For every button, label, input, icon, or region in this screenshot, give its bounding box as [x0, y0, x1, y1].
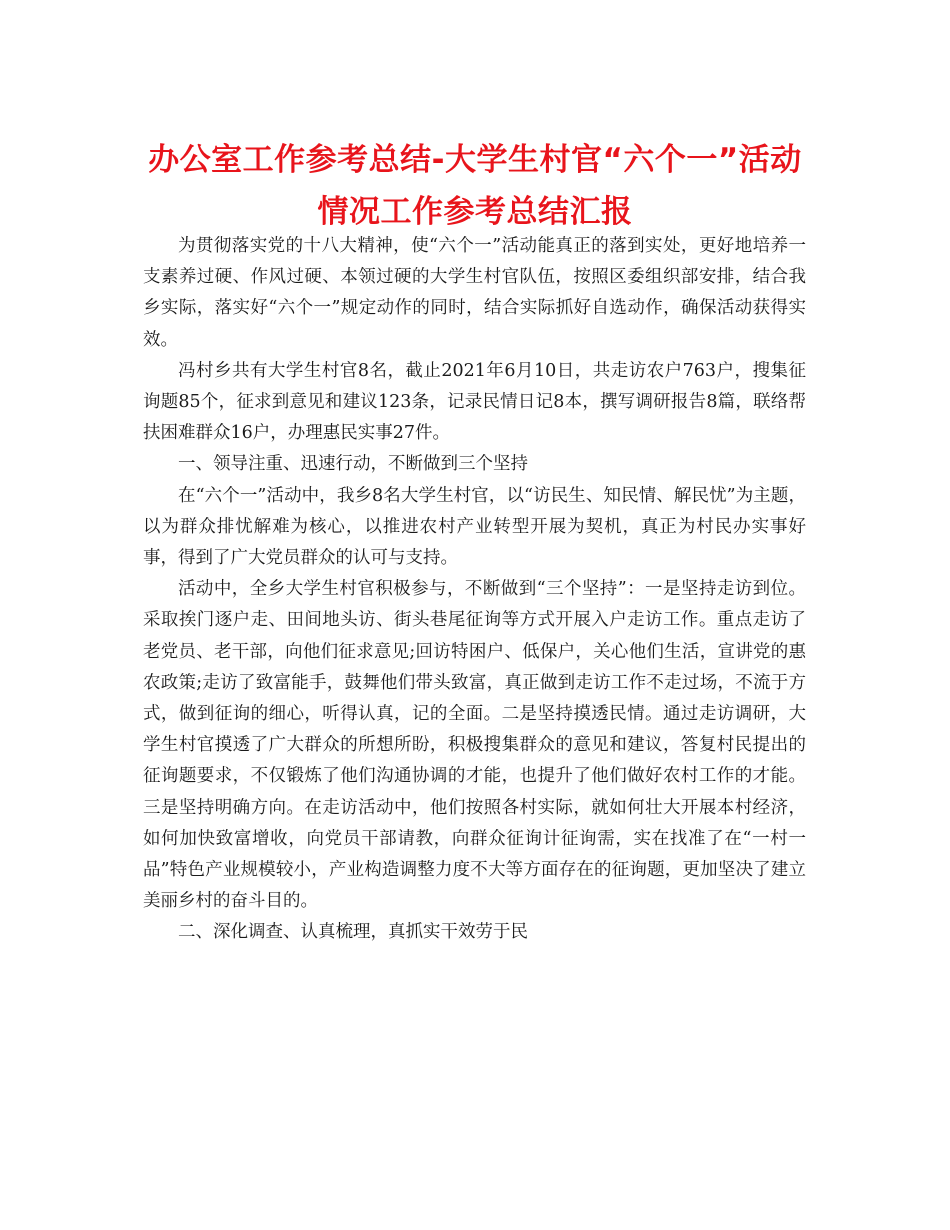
document-body [143, 231, 806, 949]
paragraph-three-persistences: 活动中，全乡大学生村官积极参与，不断做到“三个坚持”：一是坚持走访到位。采取挨门逐户走、田间地头访、街头巷尾征询等方式开展入户走访工作。重点走访了老党员、老干部，向他们征求意见;回访特困户、低保户，关心他们生活，宣讲党的惠农政策;走访了致富能手，鼓舞他们带头致富，真正做到走访工作不走过场，不流于方式，做到征询的细心，听得认真，记的全面。二是坚持摸透民情。通过走访调研，大学生村官摸透了广大群众的所想所盼，积极搜集群众的意见和建议，答复村民提出的征询题要求，不仅锻炼了他们沟通协调的才能，也提升了他们做好农村工作的才能。三是坚持明确方向。在走访活动中，他们按照各村实际，就如何壮大开展本村经济，如何加快致富增收，向党员干部请教，向群众征询计征询需，实在找准了在“一村一品”特色产业规模较小，产业构造调整力度不大等方面存在的征询题，更加坚决了建立美丽乡村的奋斗目的。 [143, 579, 806, 912]
section-heading-1: 一、领导注重、迅速行动，不断做到三个坚持 [178, 454, 528, 475]
paragraph-theme: 在“六个一”活动中，我乡8名大学生村官，以“访民生、知民情、解民忧”为主题，以为群众排忧解难为核心，以推进农村产业转型开展为契机，真正为村民办实事好事，得到了广大党员群众的认可与支持。 [143, 485, 806, 569]
section-heading-2: 二、深化调查、认真梳理，真抓实干效劳于民 [178, 922, 528, 943]
paragraph-statistics: 冯村乡共有大学生村官8名，截止2021年6月10日，共走访农户763户，搜集征询题85个，征求到意见和建议123条，记录民情日记8本，撰写调研报告8篇，联络帮扶困难群众16户，办理惠民实事27件。 [143, 360, 806, 444]
paragraph-intro: 为贯彻落实党的十八大精神，使“六个一”活动能真正的落到实处，更好地培养一支素养过硬、作风过硬、本领过硬的大学生村官队伍，按照区委组织部安排，结合我乡实际，落实好“六个一”规定动作的同时，结合实际抓好自选动作，确保活动获得实效。 [143, 236, 806, 350]
document-title: 办公室工作参考总结-大学生村官“六个一”活动情况工作参考总结汇报 [148, 142, 802, 230]
